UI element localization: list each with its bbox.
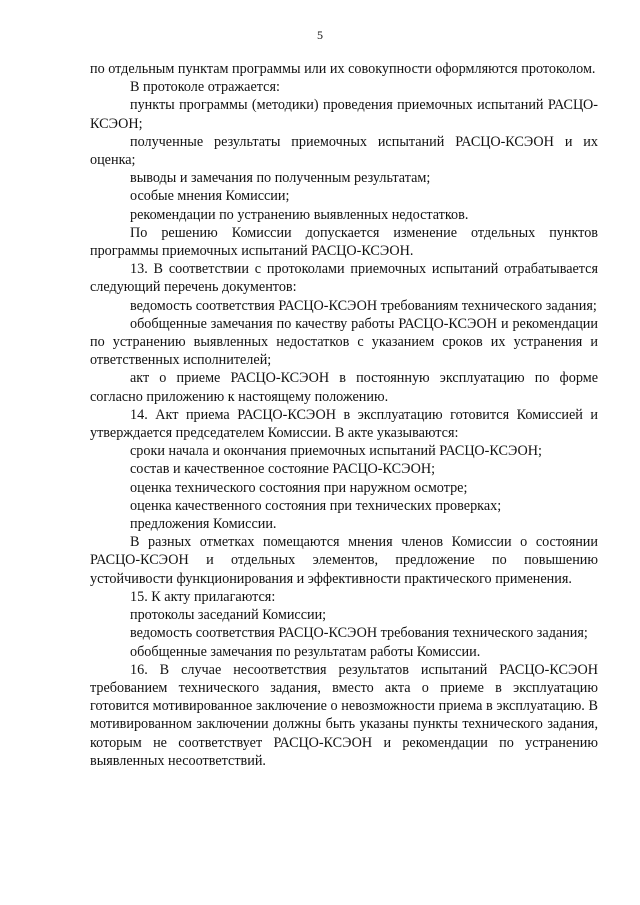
page-number: 5 — [317, 28, 323, 42]
list-item-work-remarks: обобщенные замечания по результатам работы Комиссии. — [130, 643, 481, 660]
list-item-technical-checks: оценка качественного состояния при технических проверках; — [130, 497, 502, 514]
list-item-results: полученные результаты приемочных испытаний РАСЦО-КСЭОН и их оценка; — [90, 133, 598, 169]
list-item-visual-inspection: оценка технического состояния при наружном осмотре; — [130, 479, 468, 496]
list-item-special-opinions: особые мнения Комиссии; — [130, 188, 290, 205]
list-item-program-points: пункты программы (методики) проведения приемочных испытаний РАСЦО-КСЭОН; — [90, 97, 598, 132]
list-item-meeting-protocols: протоколы заседаний Комиссии; — [130, 607, 327, 624]
list-item-acceptance-act: акт о приеме РАСЦО-КСЭОН в постоянную эксплуатацию по форме согласно приложению к настоящему положению. — [90, 370, 598, 405]
paragraph-continuation: по отдельным пунктам программы или их совокупности оформляются протоколом. — [90, 61, 596, 77]
document-body — [90, 60, 598, 770]
list-item-commission-proposals: предложения Комиссии. — [130, 516, 277, 533]
clause-14: 14. Акт приема РАСЦО-КСЭОН в эксплуатацию готовится Комиссией и утверждается председателем Комиссии. В акте указываются: — [90, 406, 598, 442]
clause-13: 13. В соответствии с протоколами приемочных испытаний отрабатывается следующий перечень документов: — [90, 261, 598, 296]
list-item-recommendations: рекомендации по устранению выявленных недостатков. — [130, 206, 469, 223]
clause-16: 16. В случае несоответствия результатов испытаний РАСЦО-КСЭОН требованием технического задания, вместо акта о приеме в эксплуатацию готовится мотивированное заключение о невозможности приема в эксплуатацию. В мотивированном заключении должны быть указаны пункты технического задания, которым не соответствует РАСЦО-КСЭОН и рекомендации по устранению выявленных несоответствий. — [90, 661, 598, 769]
paragraph-member-opinions: В разных отметках помещаются мнения членов Комиссии о состоянии РАСЦО-КСЭОН и отдельных элементов, предложение по повышению устойчивости функционирования и эффективности практического применения. — [90, 534, 598, 587]
paragraph-program-change: По решению Комиссии допускается изменение отдельных пунктов программы приемочных испытаний РАСЦО-КСЭОН. — [90, 224, 598, 260]
paragraph-protocol-intro: В протоколе отражается: — [130, 79, 280, 96]
list-item-composition: состав и качественное состояние РАСЦО-КСЭОН; — [130, 461, 436, 478]
list-item-conclusions: выводы и замечания по полученным результатам; — [130, 170, 431, 187]
list-item-test-dates: сроки начала и окончания приемочных испытаний РАСЦО-КСЭОН; — [130, 443, 542, 460]
list-item-general-remarks: обобщенные замечания по качеству работы РАСЦО-КСЭОН и рекомендации по устранению выявленных недостатков с указанием сроков их устранения и ответственных исполнителей; — [90, 315, 598, 369]
list-item-conformity-statement-tz: ведомость соответствия РАСЦО-КСЭОН требования технического задания; — [130, 625, 588, 642]
clause-15: 15. К акту прилагаются: — [130, 588, 276, 605]
list-item-conformity-statement: ведомость соответствия РАСЦО-КСЭОН требованиям технического задания; — [130, 297, 597, 314]
